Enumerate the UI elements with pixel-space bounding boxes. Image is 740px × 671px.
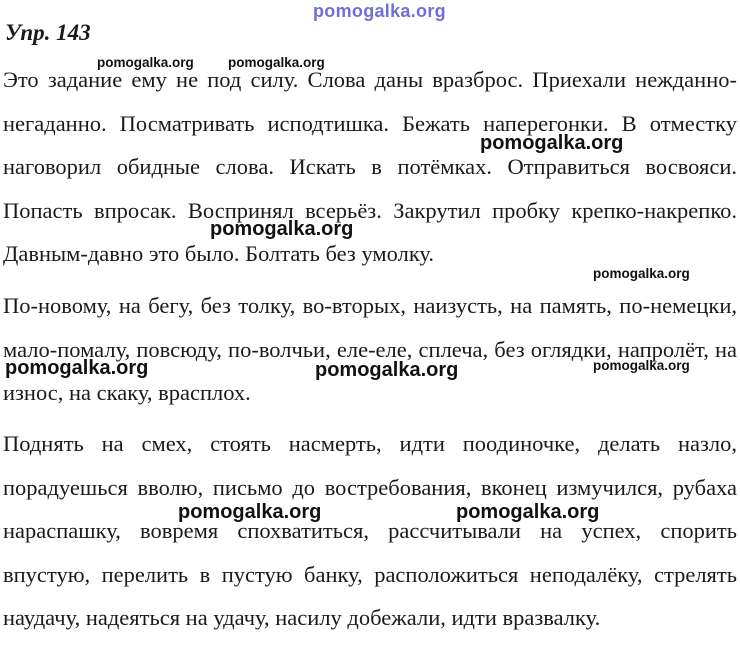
exercise-paragraph-3: Поднять на смех, стоять насмерть, идти поодиночке, делать назло, порадуешься вволю, письмо до востребования, вконец измучился, рубаха нараспашку, вовремя спохватиться, рассчитывали на успех, спорить впустую, перелить в пустую банку, расположиться неподалёку, стрелять наудачу, надеяться на удачу, насилу добежали, идти вразвалку. xyxy=(3,431,737,630)
exercise-title: Упр. 143 xyxy=(5,20,91,45)
watermark: pomogalka.org xyxy=(315,359,459,381)
watermark: pomogalka.org xyxy=(178,501,322,523)
exercise-paragraph-2: По-новому, на бегу, без толку, во-вторых, наизусть, на память, по-немецки, мало-помалу, повсюду, по-волчьи, еле-еле, сплеча, без оглядки, напролёт, на износ, на скаку, врасплох. xyxy=(3,293,737,405)
watermark: pomogalka.org xyxy=(593,358,690,373)
watermark: pomogalka.org xyxy=(210,218,354,240)
watermark: pomogalka.org xyxy=(5,357,149,379)
watermark: pomogalka.org xyxy=(228,55,325,70)
watermark: pomogalka.org xyxy=(593,266,690,281)
watermark-top: pomogalka.org xyxy=(313,1,446,21)
watermark: pomogalka.org xyxy=(456,501,600,523)
watermark: pomogalka.org xyxy=(97,55,194,70)
watermark: pomogalka.org xyxy=(480,132,624,154)
exercise-paragraph-1: Это задание ему не под силу. Слова даны вразброс. Приехали нежданно-негаданно. Посматривать исподтишка. Бежать наперегонки. В отместку наговорил обидные слова. Искать в потёмках. Отправиться восвояси. Попасть впросак. Воспринял всерьёз. Закрутил пробку крепко-накрепко. Давным-давно это было. Болтать без умолку. xyxy=(3,67,737,266)
